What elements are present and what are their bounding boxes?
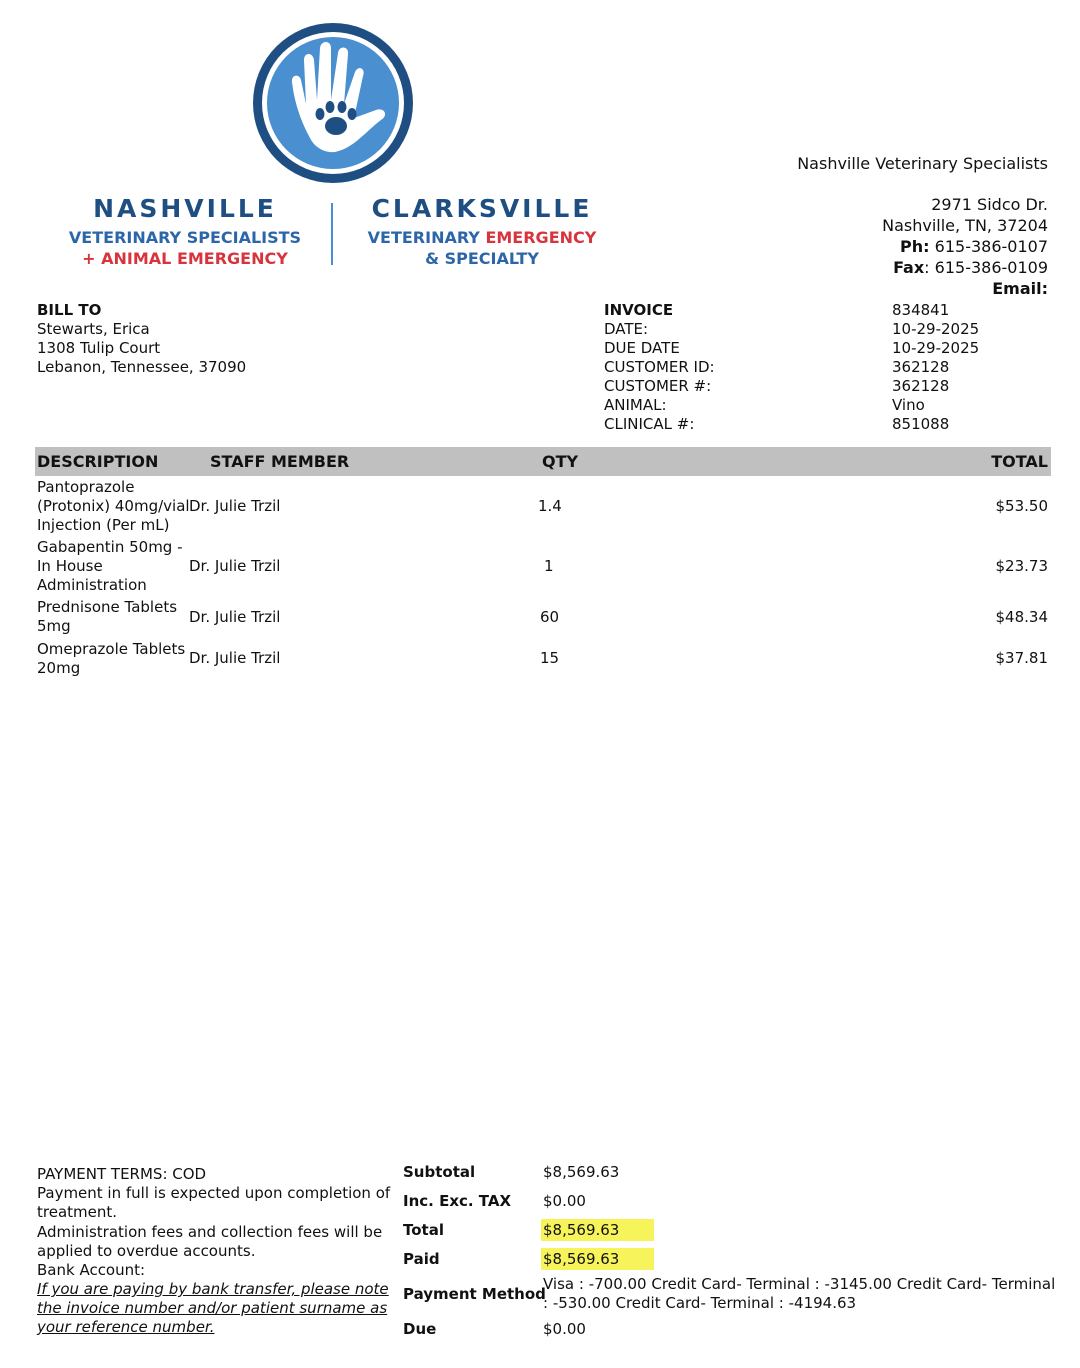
invoice-number: 834841 bbox=[892, 301, 950, 319]
item-staff: Dr. Julie Trzil bbox=[189, 649, 281, 667]
company-email-label: Email: bbox=[992, 279, 1048, 298]
column-header-qty: QTY bbox=[542, 452, 579, 471]
invoice-animal-label: ANIMAL: bbox=[604, 396, 667, 414]
item-staff: Dr. Julie Trzil bbox=[189, 497, 281, 515]
payment-terms-line: applied to overdue accounts. bbox=[37, 1242, 256, 1260]
bill-to-city: Lebanon, Tennessee, 37090 bbox=[37, 358, 247, 376]
company-name: Nashville Veterinary Specialists bbox=[797, 154, 1048, 173]
due-value: $0.00 bbox=[543, 1320, 586, 1338]
invoice-customer-number-label: CUSTOMER #: bbox=[604, 377, 712, 395]
item-description: Omeprazole Tablets 20mg bbox=[37, 640, 186, 677]
invoice-due-date-value: 10-29-2025 bbox=[892, 339, 980, 357]
item-total: $53.50 bbox=[995, 497, 1048, 515]
column-header-total: TOTAL bbox=[991, 452, 1048, 471]
logo-right-subtitle-2: & SPECIALTY bbox=[425, 249, 539, 268]
total-value: $8,569.63 bbox=[543, 1221, 654, 1240]
company-address-line-1: 2971 Sidco Dr. bbox=[931, 195, 1048, 214]
subtotal-value: $8,569.63 bbox=[543, 1163, 620, 1181]
invoice-title: INVOICE bbox=[604, 301, 674, 319]
tax-value: $0.00 bbox=[543, 1192, 586, 1210]
invoice-clinical-value: 851088 bbox=[892, 415, 950, 433]
bank-transfer-note: If you are paying by bank transfer, please note bbox=[37, 1280, 389, 1298]
company-fax: Fax: 615-386-0109 bbox=[893, 258, 1048, 277]
item-description: Pantoprazole (Protonix) 40mg/vial Injection (Per mL) bbox=[37, 478, 190, 534]
bank-transfer-note: your reference number. bbox=[37, 1318, 215, 1336]
item-staff: Dr. Julie Trzil bbox=[189, 608, 281, 626]
tax-label: Inc. Exc. TAX bbox=[403, 1192, 512, 1210]
logo-left-title: NASHVILLE bbox=[93, 194, 277, 223]
invoice-date-label: DATE: bbox=[604, 320, 649, 338]
invoice-customer-id-value: 362128 bbox=[892, 358, 950, 376]
hand-paw-logo-icon bbox=[250, 20, 416, 186]
logo-left-subtitle-2: + ANIMAL EMERGENCY bbox=[82, 249, 288, 268]
item-total: $48.34 bbox=[995, 608, 1048, 626]
bill-to-name: Stewarts, Erica bbox=[37, 320, 150, 338]
total-label: Total bbox=[403, 1221, 444, 1239]
due-label: Due bbox=[403, 1320, 437, 1338]
company-address-line-2: Nashville, TN, 37204 bbox=[882, 216, 1048, 235]
item-description: Prednisone Tablets 5mg bbox=[37, 598, 178, 635]
invoice-clinical-label: CLINICAL #: bbox=[604, 415, 695, 433]
payment-terms-line: treatment. bbox=[37, 1203, 118, 1221]
bank-transfer-note: the invoice number and/or patient surname as bbox=[37, 1299, 388, 1317]
logo-right-subtitle: VETERINARY EMERGENCY bbox=[367, 228, 597, 247]
bank-account-label: Bank Account: bbox=[37, 1261, 146, 1279]
logo-right-title: CLARKSVILLE bbox=[371, 194, 593, 223]
bill-to-label: BILL TO bbox=[37, 301, 102, 319]
company-phone: Ph: 615-386-0107 bbox=[900, 237, 1048, 256]
invoice-due-date-label: DUE DATE bbox=[604, 339, 680, 357]
invoice-customer-id-label: CUSTOMER ID: bbox=[604, 358, 715, 376]
invoice-date-value: 10-29-2025 bbox=[892, 320, 980, 338]
payment-method-label: Payment Method bbox=[403, 1285, 546, 1303]
logo-divider bbox=[331, 203, 333, 265]
paid-label: Paid bbox=[403, 1250, 440, 1268]
bill-to-street: 1308 Tulip Court bbox=[37, 339, 161, 357]
invoice-animal-value: Vino bbox=[892, 396, 925, 414]
table-header bbox=[35, 447, 1051, 476]
item-total: $23.73 bbox=[995, 557, 1048, 575]
payment-method-value: Visa : -700.00 Credit Card- Terminal : -3145.00 Credit Card- Terminal : -530.00 Credit Card- Terminal : -4194.63 bbox=[543, 1275, 1056, 1312]
item-qty: 1 bbox=[544, 557, 554, 575]
paid-value: $8,569.63 bbox=[543, 1250, 654, 1269]
item-qty: 1.4 bbox=[538, 497, 562, 515]
payment-terms-line: Administration fees and collection fees will be bbox=[37, 1223, 383, 1241]
logo-left-subtitle: VETERINARY SPECIALISTS bbox=[68, 228, 302, 247]
item-staff: Dr. Julie Trzil bbox=[189, 557, 281, 575]
column-header-staff: STAFF MEMBER bbox=[210, 452, 350, 471]
item-description: Gabapentin 50mg - In House Administration bbox=[37, 538, 183, 594]
column-header-description: DESCRIPTION bbox=[37, 452, 159, 471]
subtotal-label: Subtotal bbox=[403, 1163, 476, 1181]
payment-terms-line: PAYMENT TERMS: COD bbox=[37, 1165, 207, 1183]
item-qty: 15 bbox=[540, 649, 560, 667]
item-total: $37.81 bbox=[995, 649, 1048, 667]
item-qty: 60 bbox=[540, 608, 560, 626]
invoice-customer-number-value: 362128 bbox=[892, 377, 950, 395]
payment-terms-line: Payment in full is expected upon completion of bbox=[37, 1184, 391, 1202]
